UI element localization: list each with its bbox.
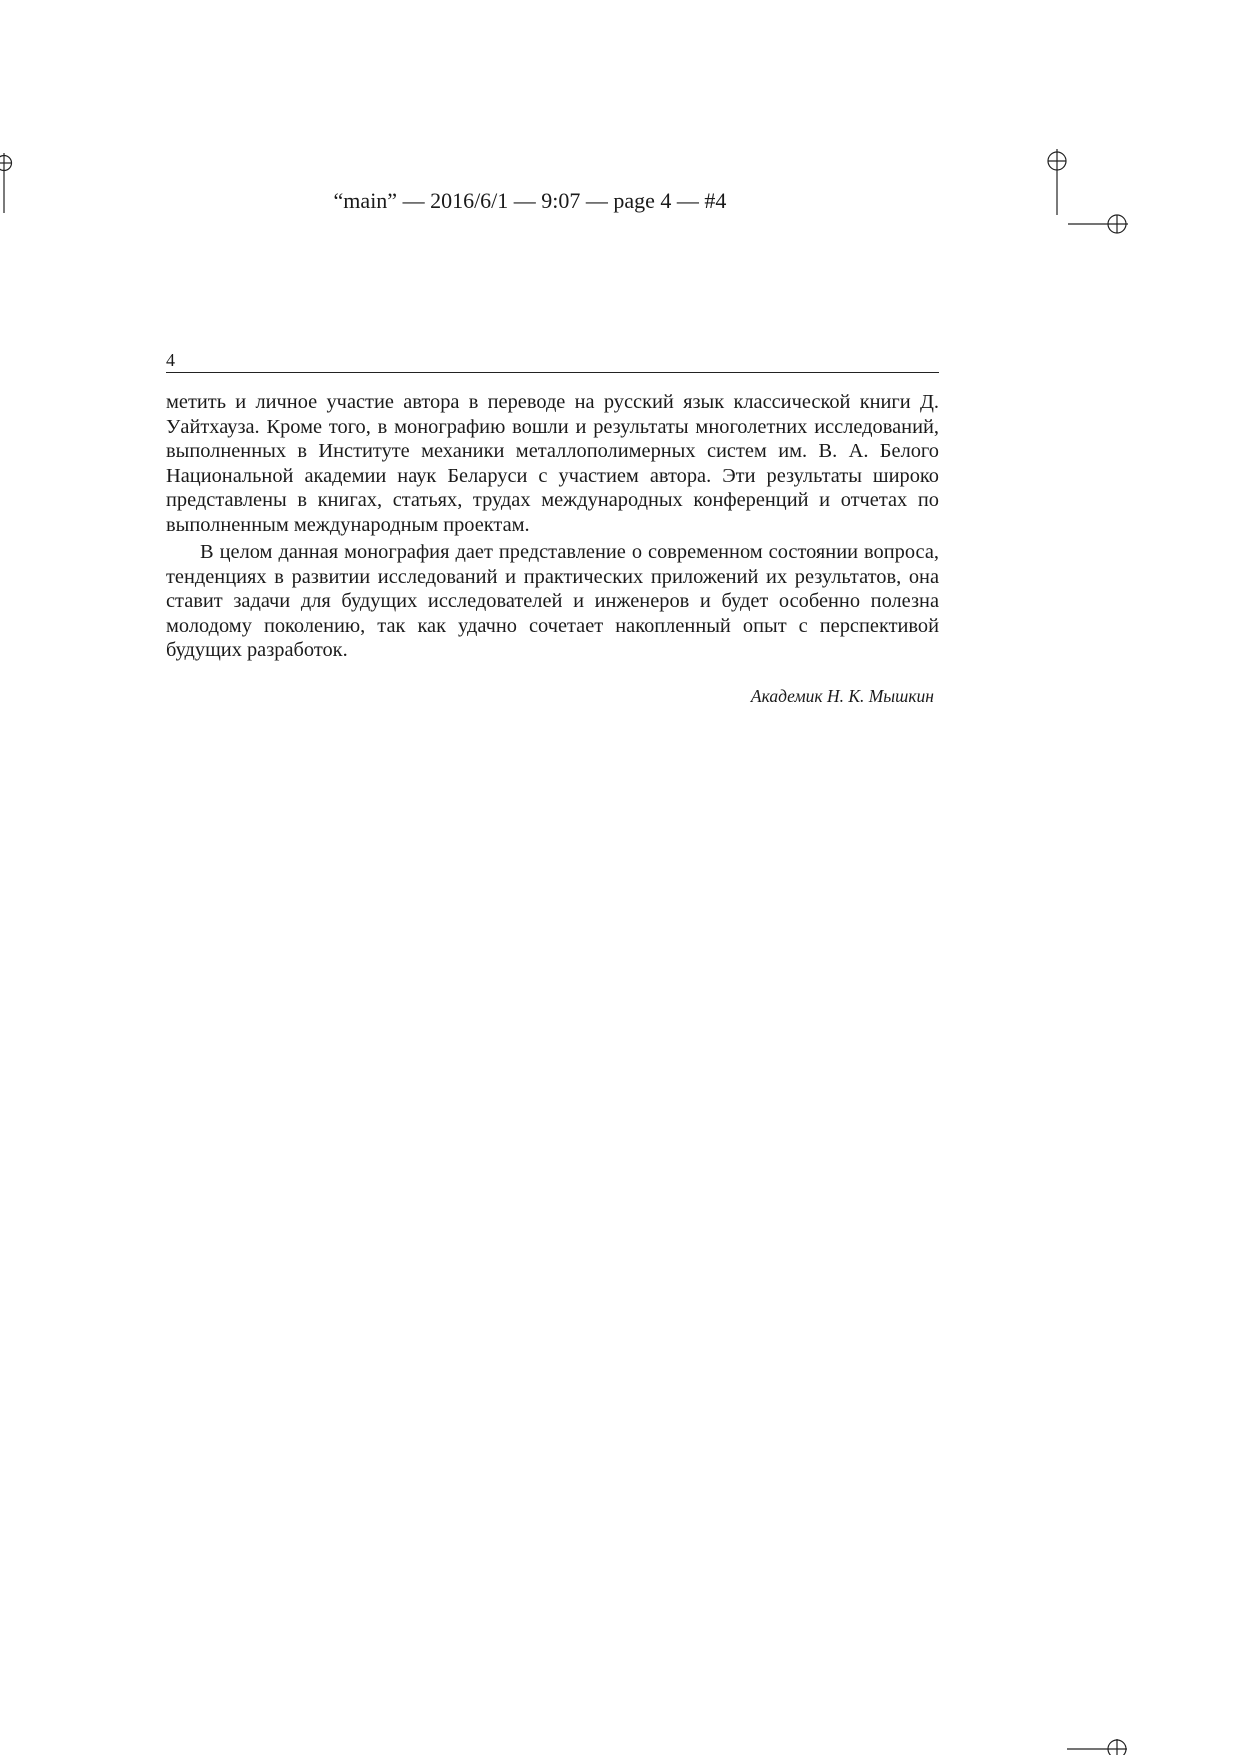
header-rule [166,372,939,373]
paragraph: В целом данная монография дает представление о современном состоянии вопроса, тенденциях в развитии исследований и практических приложений их результатов, она ставит задачи для будущих исследователей и инженеров и будет особенно полезна молодому поколению, так как удачно сочетает накопленный опыт с перспективой будущих разработок. [166,541,939,661]
paragraph-continued: метить и личное участие автора в переводе на русский язык классической книги Д. Уайтхауза. Кроме того, в монографию вошли и результаты многолетних исследований, выполненных в Институте механики металлополимерных систем им. В. А. Белого Национальной академии наук Беларуси с участием автора. Эти результаты широко представлены в книгах, статьях, трудах международных конференций и отчетах по выполненным международным проектам. [166,391,939,536]
body-text [166,390,939,663]
author-signature: Академик Н. К. Мышкин [750,686,934,706]
running-header: “main” — 2016/6/1 — 9:07 — page 4 — #4 [333,188,727,213]
page-number: 4 [166,350,175,370]
registration-mark-bottom-right [1065,1735,1135,1755]
